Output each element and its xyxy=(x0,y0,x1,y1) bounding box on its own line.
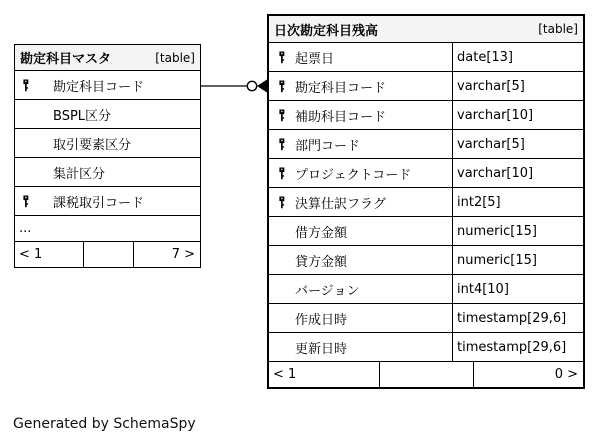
column-name: 借方金額 xyxy=(295,225,348,241)
fk-arrowhead xyxy=(257,80,267,93)
pager-middle-cell xyxy=(83,242,133,267)
column-row xyxy=(269,275,583,304)
column-name: 更新日時 xyxy=(295,341,348,357)
column-row xyxy=(269,159,583,188)
column-name: BSPL区分 xyxy=(53,108,112,124)
children-count: 0 > xyxy=(473,362,583,387)
table-type-label: [table] xyxy=(538,22,578,36)
column-type: numeric[15] xyxy=(452,217,583,245)
column-name: 課税取引コード xyxy=(53,195,145,211)
column-row xyxy=(269,72,583,101)
primary-key-icon xyxy=(277,138,286,151)
primary-key-icon xyxy=(277,196,286,209)
column-type: int4[10] xyxy=(452,275,583,303)
column-name: 貸方金額 xyxy=(295,254,348,270)
column-name: 取引要素区分 xyxy=(53,137,132,153)
column-row xyxy=(269,333,583,362)
column-name: 補助科目コード xyxy=(295,109,387,125)
column-name: 作成日時 xyxy=(295,312,348,328)
column-row xyxy=(15,100,200,129)
table-box-nichiji-kanjo-kamoku-zandaka[interactable] xyxy=(267,14,585,389)
primary-key-icon xyxy=(277,167,286,180)
table-name: 日次勘定科目残高 xyxy=(274,23,379,39)
column-row xyxy=(269,130,583,159)
column-row xyxy=(269,304,583,333)
table-header[interactable] xyxy=(15,45,200,71)
primary-key-icon xyxy=(277,109,286,122)
column-type: varchar[5] xyxy=(452,72,583,100)
column-type: date[13] xyxy=(452,43,583,71)
table-name: 勘定科目マスタ xyxy=(20,52,112,67)
table-box-kanjo-kamoku-master[interactable] xyxy=(14,44,201,268)
pager-middle-cell xyxy=(379,362,473,387)
column-name: 起票日 xyxy=(295,51,335,67)
relationship-counts xyxy=(269,362,583,387)
generated-by-note: Generated by SchemaSpy xyxy=(13,416,196,432)
column-type: varchar[10] xyxy=(452,101,583,129)
column-name: 集計区分 xyxy=(53,166,106,182)
column-name: 勘定科目コード xyxy=(295,80,387,96)
column-row xyxy=(15,158,200,187)
fk-relationship-connector xyxy=(201,76,267,96)
column-name: 部門コード xyxy=(295,138,361,154)
primary-key-icon xyxy=(277,51,286,64)
children-count: 7 > xyxy=(133,242,200,267)
column-row xyxy=(15,71,200,100)
column-name: バージョン xyxy=(295,283,360,299)
column-row xyxy=(269,246,583,275)
column-row xyxy=(15,187,200,216)
column-type: timestamp[29,6] xyxy=(452,333,583,361)
column-type: varchar[10] xyxy=(452,159,583,187)
column-name: プロジェクトコード xyxy=(295,167,412,183)
index-key-icon xyxy=(21,195,30,208)
column-type: int2[5] xyxy=(452,188,583,216)
more-columns-ellipsis: ... xyxy=(15,216,200,242)
column-type: numeric[15] xyxy=(452,246,583,274)
column-row xyxy=(269,43,583,72)
primary-key-icon xyxy=(21,79,30,92)
column-row xyxy=(269,101,583,130)
parents-count: < 1 xyxy=(19,247,43,262)
column-name: 決算仕訳フラグ xyxy=(295,196,387,212)
column-type: timestamp[29,6] xyxy=(452,304,583,332)
column-row xyxy=(269,188,583,217)
zero-or-one-circle xyxy=(247,81,256,90)
relationship-counts xyxy=(15,242,200,267)
column-row xyxy=(269,217,583,246)
primary-key-icon xyxy=(277,80,286,93)
table-header[interactable] xyxy=(269,16,583,43)
table-type-label: [table] xyxy=(155,50,195,65)
parents-count: < 1 xyxy=(273,367,297,382)
column-row xyxy=(15,129,200,158)
column-type: varchar[5] xyxy=(452,130,583,158)
column-name: 勘定科目コード xyxy=(53,79,145,95)
